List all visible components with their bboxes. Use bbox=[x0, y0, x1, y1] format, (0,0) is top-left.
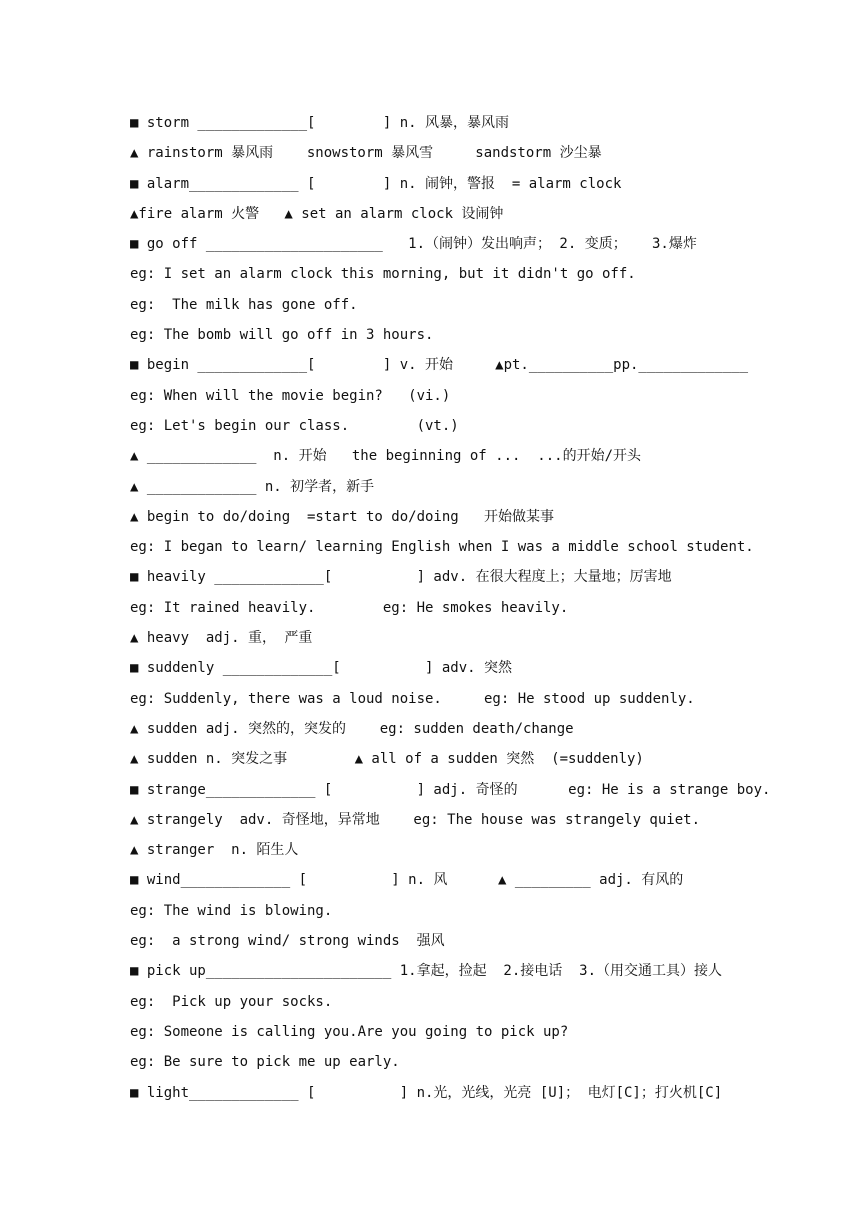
example-go-off-1: eg: I set an alarm clock this morning, but it didn't go off. bbox=[130, 266, 636, 283]
example-begin-1: eg: When will the movie begin? (vi.) bbox=[130, 387, 451, 404]
note-sudden-adj: ▲ sudden adj. 突然的，突发的 eg: sudden death/change bbox=[130, 720, 574, 737]
example-heavily: eg: It rained heavily. eg: He smokes heavily. bbox=[130, 599, 569, 616]
entry-light: ■ light_____________ [ ] n.光，光线，光亮 [U]； 电灯[C]；打火机[C] bbox=[130, 1084, 723, 1101]
entry-heavily: ■ heavily _____________[ ] adv. 在很大程度上；大量地；厉害地 bbox=[130, 569, 672, 586]
example-suddenly: eg: Suddenly, there was a loud noise. eg: He stood up suddenly. bbox=[130, 690, 695, 707]
note-storm-compounds: ▲ rainstorm 暴风雨 snowstorm 暴风雪 sandstorm 沙尘暴 bbox=[130, 145, 602, 162]
entry-begin: ■ begin _____________[ ] v. 开始 ▲pt.__________pp._____________ bbox=[130, 357, 749, 374]
vocabulary-notes bbox=[130, 112, 840, 1112]
example-pick-up-3: eg: Be sure to pick me up early. bbox=[130, 1054, 400, 1071]
note-sudden-noun: ▲ sudden n. 突发之事 ▲ all of a sudden 突然 (=suddenly) bbox=[130, 751, 644, 768]
example-wind-1: eg: The wind is blowing. bbox=[130, 902, 333, 919]
example-go-off-3: eg: The bomb will go off in 3 hours. bbox=[130, 327, 434, 344]
note-alarm-phrases: ▲fire alarm 火警 ▲ set an alarm clock 设闹钟 bbox=[130, 205, 504, 222]
example-go-off-2: eg: The milk has gone off. bbox=[130, 296, 358, 313]
note-beginning: ▲ _____________ n. 开始 the beginning of ... ...的开始/开头 bbox=[130, 448, 642, 465]
note-strangely: ▲ strangely adv. 奇怪地，异常地 eg: The house was strangely quiet. bbox=[130, 811, 701, 828]
entry-strange: ■ strange_____________ [ ] adj. 奇怪的 eg: He is a strange boy. bbox=[130, 781, 771, 798]
entry-pick-up: ■ pick up______________________ 1.拿起，捡起 2.接电话 3.（用交通工具）接人 bbox=[130, 963, 723, 980]
example-begin-3: eg: I began to learn/ learning English when I was a middle school student. bbox=[130, 539, 754, 556]
entry-alarm: ■ alarm_____________ [ ] n. 闹钟，警报 = alarm clock bbox=[130, 175, 622, 192]
entry-go-off: ■ go off _____________________ 1.（闹钟）发出响声； 2. 变质； 3.爆炸 bbox=[130, 236, 697, 253]
note-stranger: ▲ stranger n. 陌生人 bbox=[130, 842, 299, 859]
note-begin-to-do: ▲ begin to do/doing =start to do/doing 开始做某事 bbox=[130, 508, 555, 525]
example-pick-up-1: eg: Pick up your socks. bbox=[130, 993, 333, 1010]
example-wind-2: eg: a strong wind/ strong winds 强风 bbox=[130, 933, 445, 950]
note-heavy: ▲ heavy adj. 重， 严重 bbox=[130, 630, 313, 647]
note-beginner: ▲ _____________ n. 初学者，新手 bbox=[130, 478, 375, 495]
entry-suddenly: ■ suddenly _____________[ ] adv. 突然 bbox=[130, 660, 513, 677]
example-pick-up-2: eg: Someone is calling you.Are you going to pick up? bbox=[130, 1023, 569, 1040]
entry-wind: ■ wind_____________ [ ] n. 风 ▲ _________ adj. 有风的 bbox=[130, 872, 684, 889]
example-begin-2: eg: Let's begin our class. (vt.) bbox=[130, 417, 459, 434]
entry-storm: ■ storm _____________[ ] n. 风暴，暴风雨 bbox=[130, 115, 510, 131]
